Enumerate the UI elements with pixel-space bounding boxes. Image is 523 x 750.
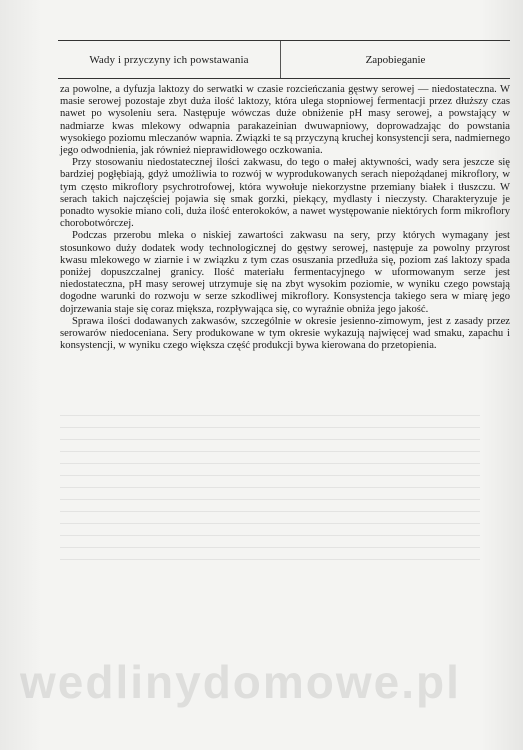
- watermark: wedlinydomowe.pl: [20, 656, 461, 708]
- column-header-prevention: Zapobieganie: [365, 53, 426, 66]
- bleed-through-text: [60, 415, 480, 565]
- body-text: [60, 84, 510, 352]
- paragraph-3: Podczas przerobu mleka o niskiej zawartości zakwasu na sery, przy których wymagany jest stosunkowo duży dodatek wody technologicznej do gęstwy serowej, następuje za powolny przyrost kwasu mlekowego w ziarnie i w związku z tym czas osuszania przedłuża się, poziom zaś laktozy spada poniżej dopuszczalnej granicy. Ilość materiału fermentacyjnego w uformowanym serze jest niedostateczna, pH masy serowej utrzymuje się na zbyt wysokim poziomie, w wyniku czego powstają dogodne warunki do rozwoju w serze szkodliwej mikroflory. Konsystencja takiego sera w miarę jego dojrzewania staje się coraz miększa, rozpływająca się, co wyraźnie obniża jego jakość.: [60, 230, 510, 315]
- column-header-defects: Wady i przyczyny ich powstawania: [58, 41, 281, 78]
- paragraph-1: za powolne, a dyfuzja laktozy do serwatki w czasie rozcieńczania gęstwy serowej — niedostateczna. W masie serowej pozostaje zbyt duża ilość laktozy, która ulega stopniowej fermentacji przez dłuższy czas nawet po wysoleniu sera. Następuje wówczas duże obniżenie pH masy serowej, a powstający w nadmiarze kwas mlekowy odwapnia parakazeinian dwuwapniowy, doprowadzając do powstania wysokiego poziomu mleczanów wapnia. Związki te są przyczyną kruchej konsystencji sera, nadmiernego jego odwodnienia, jak również nieprawidłowego oczkowania.: [60, 84, 510, 157]
- paragraph-2: Przy stosowaniu niedostatecznej ilości zakwasu, do tego o małej aktywności, wady sera jeszcze się bardziej pogłębiają, gdyż umożliwia to rozwój w wyprodukowanych serach niepożądanej mikroflory, w tym często mikroflory psychrotrofowej, która wywołuje niekorzystne przemiany białek i tłuszczu. W serach takich najczęściej pojawia się smak gorzki, piekący, mydlasty i nieczysty. Charakteryzuje je ponadto wysokie miano coli, duża ilość enterokoków, a nawet występowanie niektórych form mikroflory chorobotwórczej.: [60, 157, 510, 230]
- table-header: [58, 40, 510, 79]
- paragraph-4: Sprawa ilości dodawanych zakwasów, szczególnie w okresie jesienno-zimowym, jest z zasady przez serowarów niedoceniana. Sery produkowane w tym okresie wykazują najwięcej wad smaku, zapachu i konsystencji, w wyniku czego większa część produkcji bywa kierowana do przetopienia.: [60, 315, 510, 352]
